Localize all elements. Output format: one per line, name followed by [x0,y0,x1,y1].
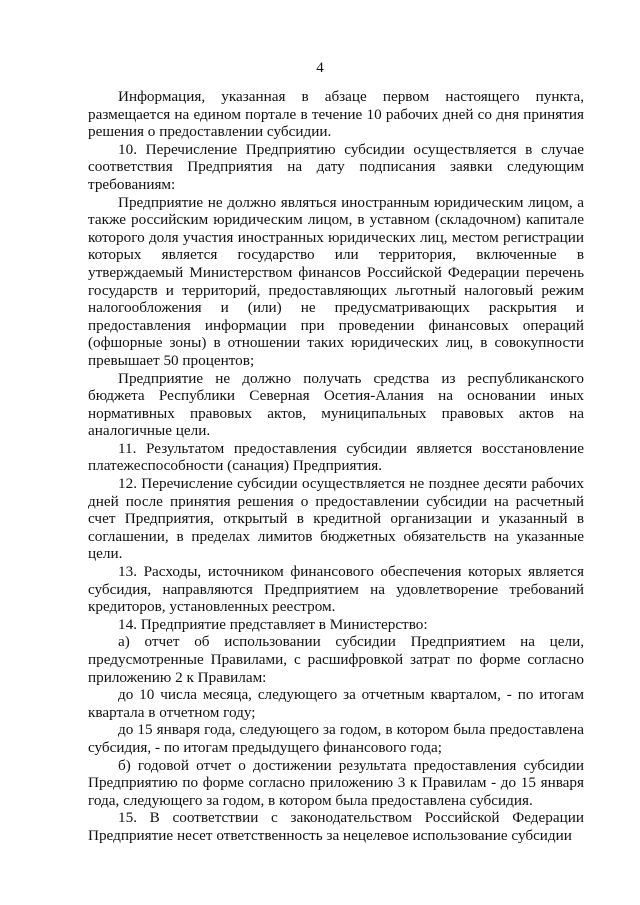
paragraph-annual-deadline: до 15 января года, следующего за годом, в котором была предоставлена субсидия, - по итогам предыдущего финансового года; [88,721,584,756]
page-number: 4 [316,60,324,76]
paragraph-14a-usage-report: а) отчет об использовании субсидии Предприятием на цели, предусмотренные Правилами, с расшифровкой затрат по форме согласно приложению 2 к Правилам: [88,633,584,686]
paragraph-12-transfer-deadline: 12. Перечисление субсидии осуществляется не позднее десяти рабочих дней после принятия решения о предоставлении субсидии на расчетный счет Предприятия, открытый в кредитной организации и указанный в соглашении, в пределах лимитов бюджетных обязательств на указанные цели. [88,475,584,563]
paragraph-requirement-budget-funds: Предприятие не должно получать средства из республиканского бюджета Республики Северная Осетия-Алания на основании иных нормативных правовых актов, муниципальных правовых актов на аналогичные цели. [88,369,584,440]
paragraph-10-transfer-conditions: 10. Перечисление Предприятию субсидии осуществляется в случае соответствия Предприятия на дату подписания заявки следующим требованиям: [88,140,584,193]
document-body [88,88,584,845]
paragraph-14b-result-report: б) годовой отчет о достижении результата предоставления субсидии Предприятию по форме согласно приложению 3 к Правилам - до 15 января года, следующего за годом, в котором была предоставлена субсидия. [88,756,584,809]
paragraph-13-expenses: 13. Расходы, источником финансового обеспечения которых является субсидия, направляются Предприятием на удовлетворение требований кредиторов, установленных реестром. [88,563,584,616]
paragraph-11-result: 11. Результатом предоставления субсидии является восстановление платежеспособности (санация) Предприятия. [88,439,584,475]
paragraph-requirement-foreign-entity: Предприятие не должно являться иностранным юридическим лицом, а также российским юридическим лицом, в уставном (складочном) капитале которого доля участия иностранных юридических лиц, местом регистрации которых является государство или территория, включенные в утверждаемый Министерством финансов Российской Федерации перечень государств и территорий, предоставляющих льготный налоговый режим налогообложения и (или) не предусматривающих раскрытия и предоставления информации при проведении финансовых операций (офшорные зоны) в отношении таких юридических лиц, в совокупности превышает 50 процентов; [88,193,584,369]
paragraph-14-reporting: 14. Предприятие представляет в Министерство: [118,615,428,633]
paragraph-info-publication: Информация, указанная в абзаце первом настоящего пункта, размещается на едином портале в течение 10 рабочих дней со дня принятия решения о предоставлении субсидии. [88,88,584,141]
paragraph-15-responsibility: 15. В соответствии с законодательством Российской Федерации Предприятие несет ответственность за нецелевое использование субсидии [88,809,584,844]
paragraph-quarterly-deadline: до 10 числа месяца, следующего за отчетным кварталом, - по итогам квартала в отчетном году; [88,686,584,721]
